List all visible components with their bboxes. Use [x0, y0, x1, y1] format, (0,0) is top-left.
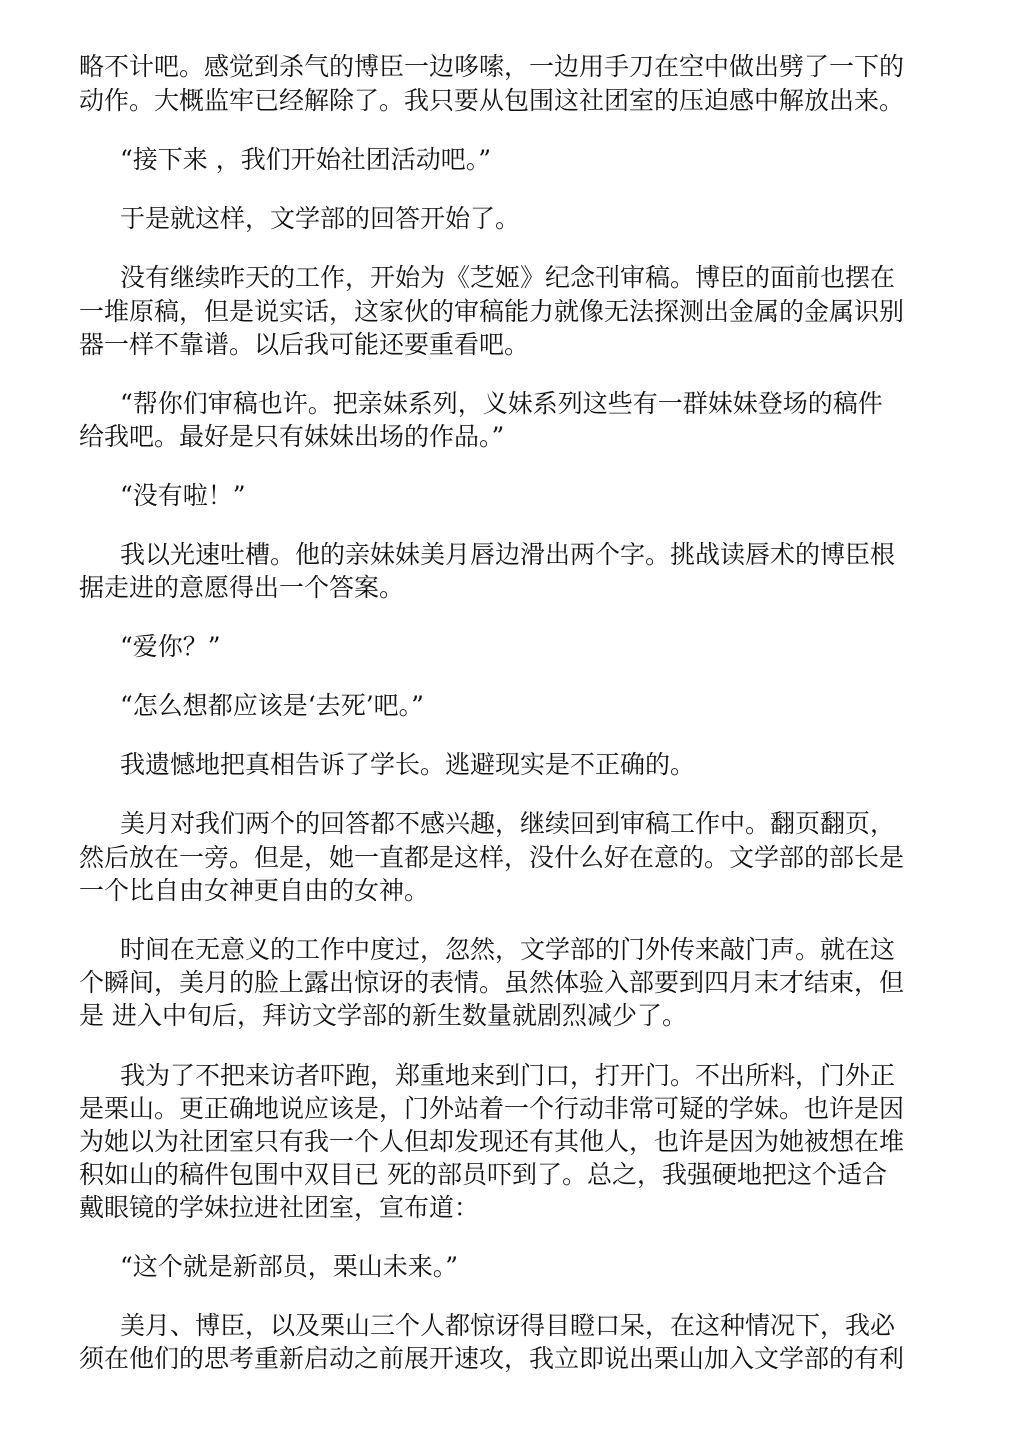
text-line: 没有继续昨天的工作，开始为《芝姬》纪念刊审稿。博臣的面前也摆在	[120, 263, 896, 292]
dialogue-line: “这个就是新部员，栗山未来。”	[120, 1252, 459, 1281]
text-line: 一个比自由女神更自由的女神。	[79, 876, 430, 905]
text-line: 须在他们的思考重新启动之前展开速攻，我立即说出栗山加入文学部的有利	[79, 1344, 905, 1373]
text-line: 时间在无意义的工作中度过，忽然，文学部的门外传来敲门声。就在这	[120, 935, 896, 964]
text-line: 我以光速吐槽。他的亲妹妹美月唇边滑出两个字。挑战读唇术的博臣根	[120, 540, 896, 569]
text-line: 一堆原稿，但是说实话，这家伙的审稿能力就像无法探测出金属的金属识别	[79, 297, 905, 326]
dialogue-line: “没有啦！”	[120, 481, 246, 510]
text-line: 据走进的意愿得出一个答案。	[79, 573, 405, 602]
text-line: 器一样不靠谱。以后我可能还要重看吧。	[79, 330, 530, 359]
dialogue-line: “接下来 ，我们开始社团活动吧。”	[120, 145, 492, 174]
dialogue-line: “爱你？”	[120, 632, 221, 661]
text-line: 戴眼镜的学妹拉进社团室，宣布道：	[79, 1193, 480, 1222]
text-line: 于是就这样，文学部的回答开始了。	[120, 204, 521, 233]
text-line: 是 进入中旬后，拜访文学部的新生数量就剧烈减少了。	[79, 1001, 687, 1030]
dialogue-line: “帮你们审稿也许。把亲妹系列，义妹系列这些有一群妹妹登场的稿件	[120, 389, 883, 418]
text-line: 美月、博臣，以及栗山三个人都惊讶得目瞪口呆，在这种情况下，我必	[120, 1311, 896, 1340]
text-line: 是栗山。更正确地说应该是，门外站着一个行动非常可疑的学妹。也许是因	[79, 1094, 905, 1123]
text-line: 积如山的稿件包围中双目已 死的部员吓到了。总之，我强硬地把这个适合	[79, 1160, 887, 1189]
text-line: 动作。大概监牢已经解除了。我只要从包围这社团室的压迫感中解放出来。	[79, 86, 905, 115]
text-line: 为她以为社团室只有我一个人但却发现还有其他人，也许是因为她被想在堆	[79, 1127, 905, 1156]
text-line: 略不计吧。感觉到杀气的博臣一边哆嗦，一边用手刀在空中做出劈了一下的	[79, 52, 905, 81]
dialogue-line: “怎么想都应该是‘去死’吧。”	[120, 691, 424, 720]
text-line: 我为了不把来访者吓跑，郑重地来到门口，打开门。不出所料，门外正	[120, 1061, 896, 1090]
text-line: 我遗憾地把真相告诉了学长。逃避现实是不正确的。	[120, 750, 696, 779]
text-line: 美月对我们两个的回答都不感兴趣，继续回到审稿工作中。翻页翻页，	[120, 809, 896, 838]
text-line: 个瞬间，美月的脸上露出惊讶的表情。虽然体验入部要到四月末才结束，但	[79, 968, 905, 997]
text-line: 然后放在一旁。但是，她一直都是这样，没什么好在意的。文学部的部长是	[79, 843, 905, 872]
dialogue-line: 给我吧。最好是只有妹妹出场的作品。”	[79, 422, 505, 451]
